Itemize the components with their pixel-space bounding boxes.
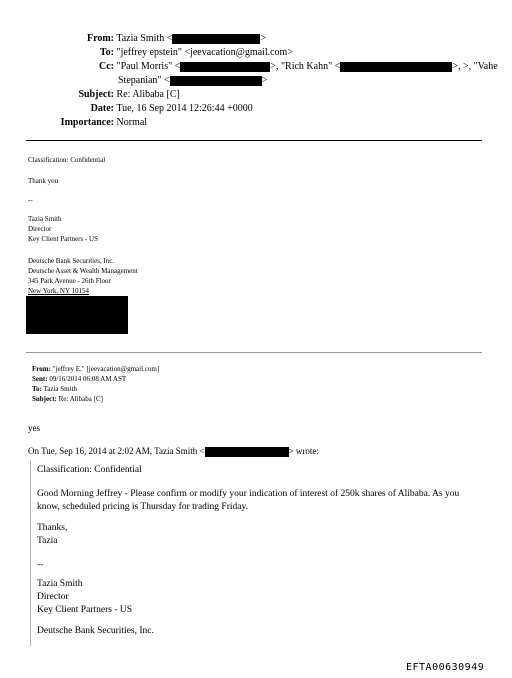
fwd-subject-value: Re: Alibaba [C]: [58, 395, 103, 403]
wrote-prefix: On Tue, Sep 16, 2014 at 2:02 AM, Tazia Smith <: [28, 446, 205, 456]
header-cc-label: Cc:: [99, 61, 114, 72]
quoted-sig-name: Tazia Smith: [37, 579, 83, 589]
fwd-sent-value: 09/16/2014 06:08 AM AST: [49, 375, 127, 383]
fwd-to-row: [32, 384, 159, 394]
header-date-row: [0, 102, 253, 116]
header-subject-label: Subject:: [78, 89, 114, 100]
message1-classification: Classification: Confidential: [28, 156, 106, 164]
header-from-row: [0, 32, 266, 46]
fwd-sent-row: [32, 374, 159, 384]
header-to-row: [0, 46, 293, 60]
redaction-block: [340, 62, 452, 72]
quoted-classification: Classification: Confidential: [37, 465, 142, 475]
header-divider: [26, 140, 482, 141]
address-line-2: New York, NY 10154: [28, 287, 89, 295]
company-division: Deutsche Asset & Wealth Management: [28, 267, 138, 275]
header-from-tail: >: [260, 33, 267, 44]
fwd-sent-label: Sent:: [32, 375, 48, 383]
redaction-block: [26, 296, 128, 334]
header-date-value: Tue, 16 Sep 2014 12:26:44 +0000: [116, 103, 253, 114]
header-importance-label: Importance:: [60, 117, 114, 128]
header-from-label: From:: [86, 33, 114, 44]
quoted-para-line-1: Good Morning Jeffrey - Please confirm or modify your indication of interest of 250k shares of Alibaba. As you: [37, 489, 460, 499]
message1-signature: [28, 214, 98, 244]
message1-company-block: [28, 256, 138, 296]
document-id: EFTA00630949: [406, 662, 485, 673]
quoted-message: [30, 460, 491, 646]
fwd-from-row: [32, 364, 159, 374]
fwd-to-label: To:: [32, 385, 42, 393]
sig-name: Tazia Smith: [28, 215, 62, 223]
sig-title: Director: [28, 225, 52, 233]
sig-group: Key Client Partners - US: [28, 235, 98, 243]
redaction-block: [170, 76, 262, 86]
header-cc-row-2: [118, 74, 267, 88]
header-cc-part4: Stepanian" <: [118, 75, 170, 86]
wrote-suffix: > wrote:: [288, 446, 319, 456]
address-line-1: 345 Park Avenue - 26th Floor: [28, 277, 111, 285]
reply-yes: yes: [28, 423, 40, 433]
header-importance-value: Normal: [116, 117, 148, 128]
quoted-company: Deutsche Bank Securities, Inc.: [37, 626, 154, 636]
header-date-label: Date:: [90, 103, 114, 114]
quoted-sig-group: Key Client Partners - US: [37, 605, 132, 615]
header-subject-row: [0, 88, 180, 102]
header-importance-row: [0, 116, 147, 130]
fwd-subject-row: [32, 394, 159, 404]
header-cc-part3: >, >, "Vahe: [452, 61, 498, 72]
header-subject-value: Re: Alibaba [C]: [116, 89, 180, 100]
fwd-from-value: "jeffrey E." [jeevacation@gmail.com]: [52, 365, 160, 373]
fwd-to-value: Tazia Smith: [43, 385, 78, 393]
quoted-sig-title: Director: [37, 592, 69, 602]
forwarded-header: [32, 364, 159, 404]
header-to-value: "jeffrey epstein" <jeevacation@gmail.com>: [116, 47, 293, 58]
company-name: Deutsche Bank Securities, Inc.: [28, 257, 115, 265]
quoted-name-short: Tazia: [37, 536, 58, 546]
header-from-value: Tazia Smith <: [116, 33, 173, 44]
header-to-label: To:: [99, 47, 114, 58]
quoted-dashes: --: [37, 560, 44, 570]
header-cc-part1: "Paul Morris" <: [116, 61, 181, 72]
fwd-from-label: From:: [32, 365, 51, 373]
message1-dashes: --: [28, 196, 33, 204]
quoted-para-line-2: know, scheduled pricing is Thursday for trading Friday.: [37, 502, 248, 512]
header-cc-row: [0, 60, 498, 74]
redaction-block: [205, 447, 289, 457]
redaction-block: [172, 34, 260, 44]
forward-divider: [26, 352, 482, 353]
header-cc-part2: >, "Rich Kahn" <: [270, 61, 341, 72]
header-cc-part5: >: [261, 75, 268, 86]
message1-thank-you: Thank you: [28, 177, 59, 185]
redaction-block: [180, 62, 270, 72]
fwd-subject-label: Subject:: [32, 395, 57, 403]
reply-wrote-line: [28, 445, 319, 457]
quoted-thanks: Thanks,: [37, 523, 68, 533]
